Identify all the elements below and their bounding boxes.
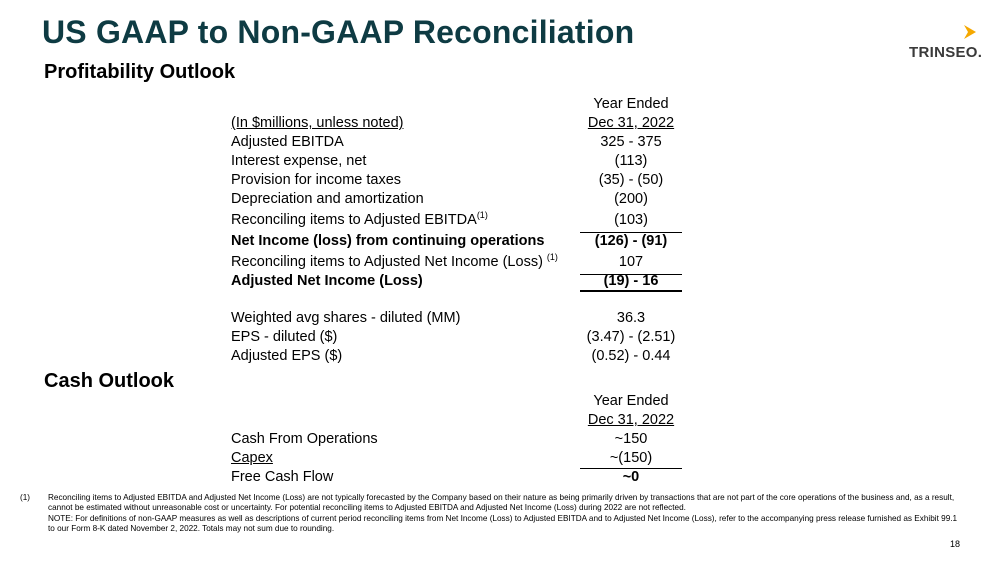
row-label: Adjusted Net Income (Loss) [231, 273, 423, 289]
row-label: Reconciling items to Adjusted Net Income (Loss) $^{(1)}$ [231, 252, 558, 270]
row-value: ~(150) [580, 449, 682, 468]
table-row [230, 468, 690, 487]
row-label: Reconciling items to Adjusted EBITDA$^{(1)}$ [231, 210, 488, 228]
trinseo-logo [906, 24, 986, 66]
units-label: (In $millions, unless noted) [231, 115, 404, 131]
chevron-logo-icon [962, 24, 978, 40]
row-value: ~150 [614, 431, 648, 447]
header-year-ended: Year Ended [593, 393, 669, 409]
table-row [230, 171, 690, 190]
row-label: EPS - diluted ($) [231, 329, 338, 345]
row-label: Depreciation and amortization [231, 191, 424, 207]
footnote-ref: (1) [546, 252, 558, 262]
row-label: Interest expense, net [231, 153, 367, 169]
row-label: Adjusted EBITDA [231, 134, 344, 150]
table-row [230, 190, 690, 209]
row-value: (113) [614, 153, 648, 169]
footnote-marker: (1) [20, 493, 31, 502]
row-value: (0.52) - 0.44 [591, 348, 671, 364]
table-row-subtotal [230, 230, 690, 251]
page-number: 18 [950, 539, 961, 549]
profitability-heading: Profitability Outlook [44, 61, 236, 83]
row-label: Capex [231, 450, 273, 466]
header-row-2 [230, 411, 690, 430]
row-label: Free Cash Flow [231, 469, 334, 485]
row-value: 36.3 [616, 310, 646, 326]
row-label: Weighted avg shares - diluted (MM) [231, 310, 461, 326]
header-row-1 [230, 392, 690, 411]
header-year-ended: Year Ended [593, 96, 669, 112]
profitability-table [230, 95, 690, 366]
row-value: (200) [614, 191, 648, 207]
cash-heading: Cash Outlook [44, 370, 175, 392]
table-row [230, 152, 690, 171]
table-row [230, 347, 690, 366]
footnote-text: Reconciling items to Adjusted EBITDA and Adjusted Net Income (Loss) are not typically forecasted by the Company based on their nature as being primarily driven by transactions that are not part of the core operations of the business and, as a result, cannot be estimated without unreasonable cost or uncertainty. For potential reconciling items to Adjusted EBITDA and Adjusted Net Income (Loss) during 2022 are not reflected. [48, 493, 955, 513]
table-row [230, 309, 690, 328]
row-value: (35) - (50) [598, 172, 664, 188]
logo-text: TRINSEO. [909, 44, 983, 61]
footnote-1 [20, 493, 960, 514]
table-row [230, 251, 690, 272]
footnotes [20, 493, 960, 534]
row-value: (126) - (91) [594, 233, 668, 249]
row-label: Cash From Operations [231, 431, 378, 447]
row-value: (3.47) - (2.51) [586, 329, 676, 345]
table-row [230, 209, 690, 230]
row-value: (19) - 16 [580, 272, 682, 291]
row-value: 325 - 375 [600, 134, 662, 150]
row-label: Provision for income taxes [231, 172, 402, 188]
table-row [230, 449, 690, 468]
header-row-2 [230, 114, 690, 133]
page-title: US GAAP to Non-GAAP Reconciliation [42, 14, 635, 50]
row-label: Adjusted EPS ($) [231, 348, 343, 364]
note-text: NOTE: For definitions of non-GAAP measures as well as descriptions of current period reconciling items from Net Income (Loss) to Adjusted EBITDA and to Adjusted Net Income (Loss), refer to the accompanying press release furnished as Exhibit 99.1 to our Form 8-K dated November 2, 2022. Totals may not sum due to rounding. [48, 513, 958, 533]
header-row-1 [230, 95, 690, 114]
table-row-total [230, 272, 690, 291]
row-value: ~0 [622, 469, 640, 485]
header-date: Dec 31, 2022 [587, 115, 675, 131]
header-date: Dec 31, 2022 [587, 412, 675, 428]
footnote-ref: (1) [476, 210, 488, 220]
table-row [230, 328, 690, 347]
table-row [230, 430, 690, 449]
row-label: Net Income (loss) from continuing operations [231, 233, 545, 249]
cash-table [230, 392, 690, 487]
row-value: (103) [580, 209, 682, 232]
table-row [230, 133, 690, 152]
row-value: 107 [580, 251, 682, 274]
